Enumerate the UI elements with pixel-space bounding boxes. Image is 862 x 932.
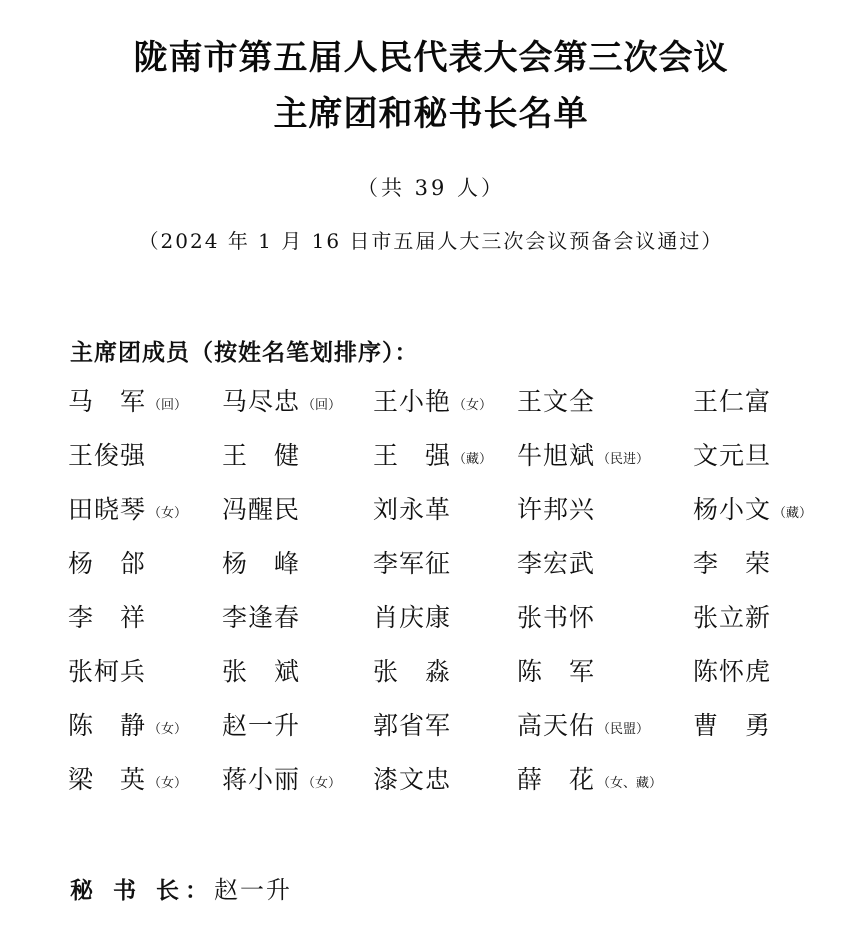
member-note: （回） [302, 398, 342, 413]
member-entry [68, 652, 146, 692]
member-entry [222, 706, 300, 746]
member-name: 马尽忠 [222, 387, 301, 416]
member-name: 高天佑 [517, 711, 596, 740]
member-entry [693, 436, 771, 476]
document-title-line-2: 主席团和秘书长名单 [273, 94, 589, 134]
secretary-general-name: 赵一升 [214, 876, 293, 904]
member-note: （女） [148, 722, 188, 737]
member-entry [68, 382, 187, 426]
member-entry [373, 382, 492, 426]
member-entry [517, 652, 595, 692]
member-name: 马 军 [68, 387, 147, 416]
member-note: （藏） [453, 452, 493, 467]
member-name: 郭省军 [373, 711, 452, 740]
member-entry [693, 598, 771, 638]
member-name: 薛 花 [517, 765, 596, 794]
member-entry [373, 760, 451, 800]
member-entry [68, 598, 146, 638]
member-entry [222, 490, 300, 530]
member-name: 张 淼 [373, 657, 452, 686]
member-name: 李宏武 [517, 549, 596, 578]
member-name: 漆文忠 [373, 765, 452, 794]
member-entry [693, 490, 812, 534]
member-name: 张立新 [693, 603, 772, 632]
member-entry [517, 382, 595, 422]
member-note: （民进） [597, 452, 650, 467]
member-name: 王 健 [222, 441, 301, 470]
document-title-line-1: 陇南市第五届人民代表大会第三次会议 [133, 38, 729, 78]
member-name: 张 斌 [222, 657, 301, 686]
member-entry [68, 436, 146, 476]
member-name: 李逢春 [222, 603, 301, 632]
member-name: 文元旦 [693, 441, 772, 470]
member-entry [222, 760, 341, 804]
member-entry [517, 706, 649, 750]
member-entry [373, 598, 451, 638]
member-entry [373, 544, 451, 584]
member-name: 杨 郃 [68, 549, 147, 578]
member-entry [517, 598, 595, 638]
member-name: 赵一升 [222, 711, 301, 740]
member-entry [517, 436, 649, 480]
member-note: （女） [148, 506, 188, 521]
member-name: 李 祥 [68, 603, 147, 632]
member-entry [373, 490, 451, 530]
member-name: 刘永革 [373, 495, 452, 524]
member-note: （女、藏） [597, 776, 663, 791]
member-note: （藏） [773, 506, 813, 521]
member-name: 牛旭斌 [517, 441, 596, 470]
member-note: （女） [453, 398, 493, 413]
member-entry [222, 382, 341, 426]
member-note: （回） [148, 398, 188, 413]
member-entry [222, 598, 300, 638]
member-entry [693, 706, 771, 746]
member-name: 杨小文 [693, 495, 772, 524]
member-name: 王仁富 [693, 387, 772, 416]
member-entry [68, 544, 146, 584]
secretary-general-line [70, 870, 292, 905]
member-entry [693, 544, 771, 584]
member-entry [222, 436, 300, 476]
member-name: 王文全 [517, 387, 596, 416]
member-name: 陈 静 [68, 711, 147, 740]
member-entry [222, 652, 300, 692]
member-note: （民盟） [597, 722, 650, 737]
member-entry [68, 490, 187, 534]
member-name: 王 强 [373, 441, 452, 470]
presidium-heading: 主席团成员（按姓名笔划排序）： [70, 340, 419, 366]
member-entry [373, 652, 451, 692]
member-entry [373, 706, 451, 746]
member-entry [693, 382, 771, 422]
member-name: 梁 英 [68, 765, 147, 794]
member-name: 曹 勇 [693, 711, 772, 740]
member-entry [373, 436, 492, 480]
member-note: （女） [302, 776, 342, 791]
member-name: 冯醒民 [222, 495, 301, 524]
adoption-note: （2024 年 1 月 16 日市五届人大三次会议预备会议通过） [138, 229, 724, 253]
member-entry [517, 490, 595, 530]
member-name: 陈怀虎 [693, 657, 772, 686]
member-name: 王小艳 [373, 387, 452, 416]
member-entry [517, 544, 595, 584]
member-entry [68, 760, 187, 804]
member-name: 陈 军 [517, 657, 596, 686]
presidium-member-list [0, 382, 862, 812]
secretary-general-label: 秘 书 长： [70, 878, 215, 904]
member-entry [222, 544, 300, 584]
member-name: 张柯兵 [68, 657, 147, 686]
member-note: （女） [148, 776, 188, 791]
member-name: 蒋小丽 [222, 765, 301, 794]
member-name: 肖庆康 [373, 603, 452, 632]
member-entry [693, 652, 771, 692]
member-count: （共 39 人） [356, 176, 506, 200]
member-entry [68, 706, 187, 750]
member-name: 张书怀 [517, 603, 596, 632]
member-name: 杨 峰 [222, 549, 301, 578]
member-name: 王俊强 [68, 441, 147, 470]
member-name: 李军征 [373, 549, 452, 578]
member-entry [517, 760, 662, 804]
member-name: 许邦兴 [517, 495, 596, 524]
member-name: 李 荣 [693, 549, 772, 578]
member-name: 田晓琴 [68, 495, 147, 524]
